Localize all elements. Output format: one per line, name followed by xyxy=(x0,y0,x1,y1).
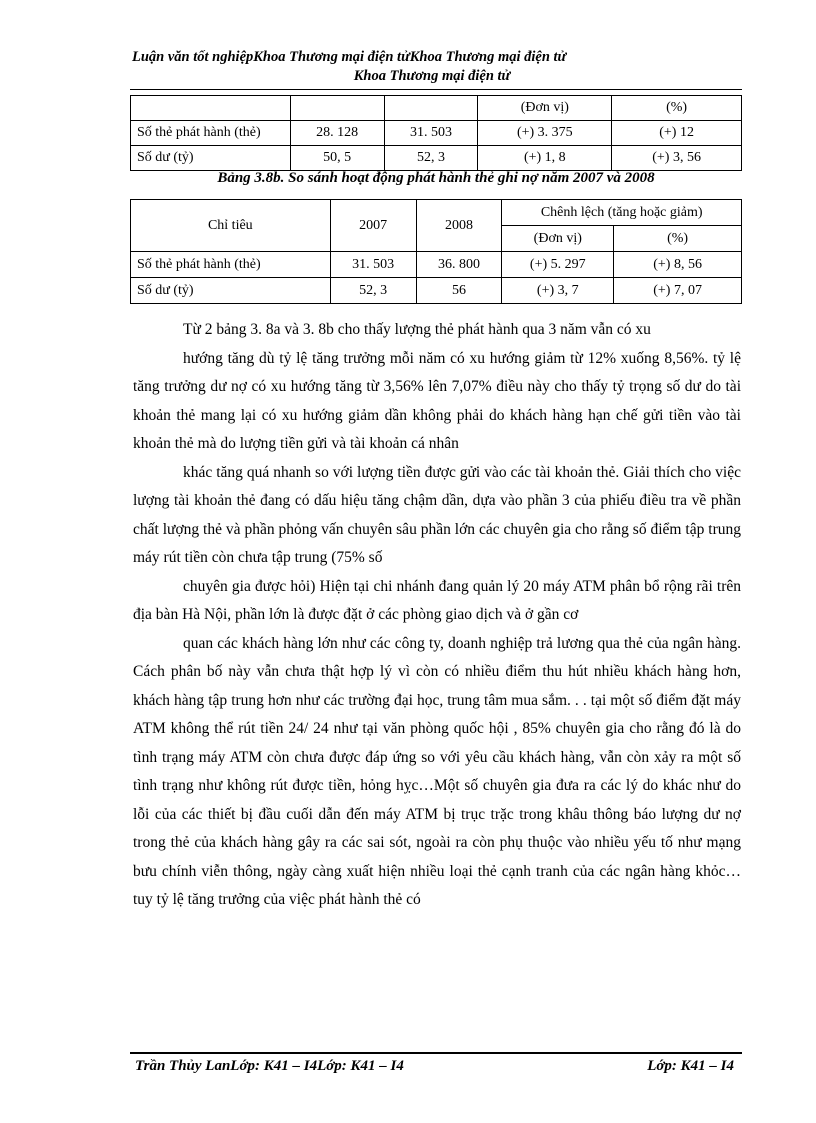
table-cell xyxy=(384,96,478,121)
table-cell: (+) 12 xyxy=(612,121,742,146)
table-cell: (Đơn vị) xyxy=(478,96,612,121)
table-cell: (+) 5. 297 xyxy=(502,252,614,278)
table-cell xyxy=(290,96,384,121)
table-row xyxy=(131,96,742,121)
table-row xyxy=(131,121,742,146)
table-caption: Bảng 3.8b. So sánh hoạt động phát hành thẻ ghi nợ năm 2007 và 2008 xyxy=(217,170,655,186)
table-cell: 52, 3 xyxy=(384,146,478,171)
header-line-2: Khoa Thương mại điện tử xyxy=(353,68,511,84)
table-cell: (%) xyxy=(612,96,742,121)
table-row xyxy=(131,146,742,171)
paragraph: Từ 2 bảng 3. 8a và 3. 8b cho thấy lượng thẻ phát hành qua 3 năm vẫn có xu xyxy=(183,321,651,338)
header-line-1: Luận văn tốt nghiệpKhoa Thương mại điện tửKhoa Thương mại điện tử xyxy=(132,49,567,65)
table-cell: 31. 503 xyxy=(384,121,478,146)
table-cell: (+) 3, 7 xyxy=(502,278,614,304)
table-cell: (+) 8, 56 xyxy=(614,252,742,278)
table-3-8a-fragment xyxy=(130,95,742,171)
table-cell: 31. 503 xyxy=(330,252,416,278)
footer-author: Trần Thủy LanLớp: K41 – I4Lớp: K41 – I4 xyxy=(135,1058,404,1074)
table-3-8b xyxy=(130,199,742,304)
footer-class: Lớp: K41 – I4 xyxy=(647,1058,734,1074)
table-cell: Số thẻ phát hành (thẻ) xyxy=(131,121,291,146)
column-header-percent: (%) xyxy=(614,226,742,252)
table-cell: 56 xyxy=(416,278,502,304)
table-row xyxy=(131,278,742,304)
table-cell: (+) 3, 56 xyxy=(612,146,742,171)
table-cell xyxy=(131,96,291,121)
table-cell: (+) 7, 07 xyxy=(614,278,742,304)
paragraph: hướng tăng dù tỷ lệ tăng trưởng mỗi năm có xu hướng giảm từ 12% xuống 8,56%. tỷ lệ tăng trưởng dư nợ có xu hướng tăng từ 3,56% lên 7,07% điều này cho thấy tỷ trọng số dư do tài khoản thẻ mang lại có xu hướng giảm dần không phải do khách hàng hạn chế gửi tiền vào tài khoản thẻ mà do lượng tiền gửi và tài khoản cá nhân xyxy=(133,349,741,452)
table-cell: Số dư (tỷ) xyxy=(131,278,331,304)
header-divider xyxy=(130,89,742,90)
body-text xyxy=(133,316,741,915)
table-cell: (+) 3. 375 xyxy=(478,121,612,146)
paragraph: chuyên gia được hỏi) Hiện tại chi nhánh đang quản lý 20 máy ATM phân bổ rộng rãi trên địa bàn Hà Nội, phần lớn là được đặt ở các phòng giao dịch và ở gần cơ xyxy=(133,577,741,623)
paragraph: khác tăng quá nhanh so với lượng tiền được gửi vào các tài khoản thẻ. Giải thích cho việc lượng tài khoản thẻ đang có dấu hiệu tăng chậm dần, dựa vào phần 3 của phiếu điều tra về phần chất lượng thẻ và phần phỏng vấn chuyên sâu phần lớn các chuyên gia cho rằng số điểm tập trung máy rút tiền còn chưa tập trung (75% số xyxy=(133,463,741,566)
column-header-unit: (Đơn vị) xyxy=(502,226,614,252)
column-header-difference: Chênh lệch (tăng hoặc giảm) xyxy=(502,200,742,226)
paragraph: quan các khách hàng lớn như các công ty, doanh nghiệp trả lương qua thẻ của ngân hàng. Cách phân bố này vẫn chưa thật hợp lý vì còn có nhiều điểm thu hút nhiều khách hàng hơn, khách hàng tập trung hơn như các trường đại học, trung tâm mua sắm. . . tại một số điểm đặt máy ATM không thể rút tiền 24/ 24 như tại văn phòng quốc hội , 85% chuyên gia cho rằng đó là do tình trạng máy ATM còn chưa được đáp ứng so với yêu cầu khách hàng, vẫn còn xảy ra một số tình trạng như không rút được tiền, hỏng hỵc…Một số chuyên gia đưa ra các lý do khác như do lỗi của các thiết bị đầu cuối dẫn đến máy ATM bị trục trặc trong khâu thông báo lượng dư nợ trong thẻ của khách hàng gây ra các sai sót, ngoài ra còn phụ thuộc vào nhiều yếu tố như mạng bưu chính viễn thông, ngày càng xuất hiện nhiều loại thẻ cạnh tranh của các ngân hàng khỏc…tuy tỷ lệ tăng trưởng của việc phát hành thẻ có xyxy=(133,634,741,908)
table-cell: Số thẻ phát hành (thẻ) xyxy=(131,252,331,278)
table-cell: (+) 1, 8 xyxy=(478,146,612,171)
table-row xyxy=(131,252,742,278)
column-header-2008: 2008 xyxy=(416,200,502,252)
column-header-2007: 2007 xyxy=(330,200,416,252)
table-cell: 52, 3 xyxy=(330,278,416,304)
page-header xyxy=(132,48,732,86)
table-cell: 50, 5 xyxy=(290,146,384,171)
table-header-row xyxy=(131,200,742,226)
table-cell: 28. 128 xyxy=(290,121,384,146)
table-cell: 36. 800 xyxy=(416,252,502,278)
footer-divider xyxy=(130,1052,742,1054)
column-header-indicator: Chỉ tiêu xyxy=(131,200,331,252)
table-cell: Số dư (tỷ) xyxy=(131,146,291,171)
